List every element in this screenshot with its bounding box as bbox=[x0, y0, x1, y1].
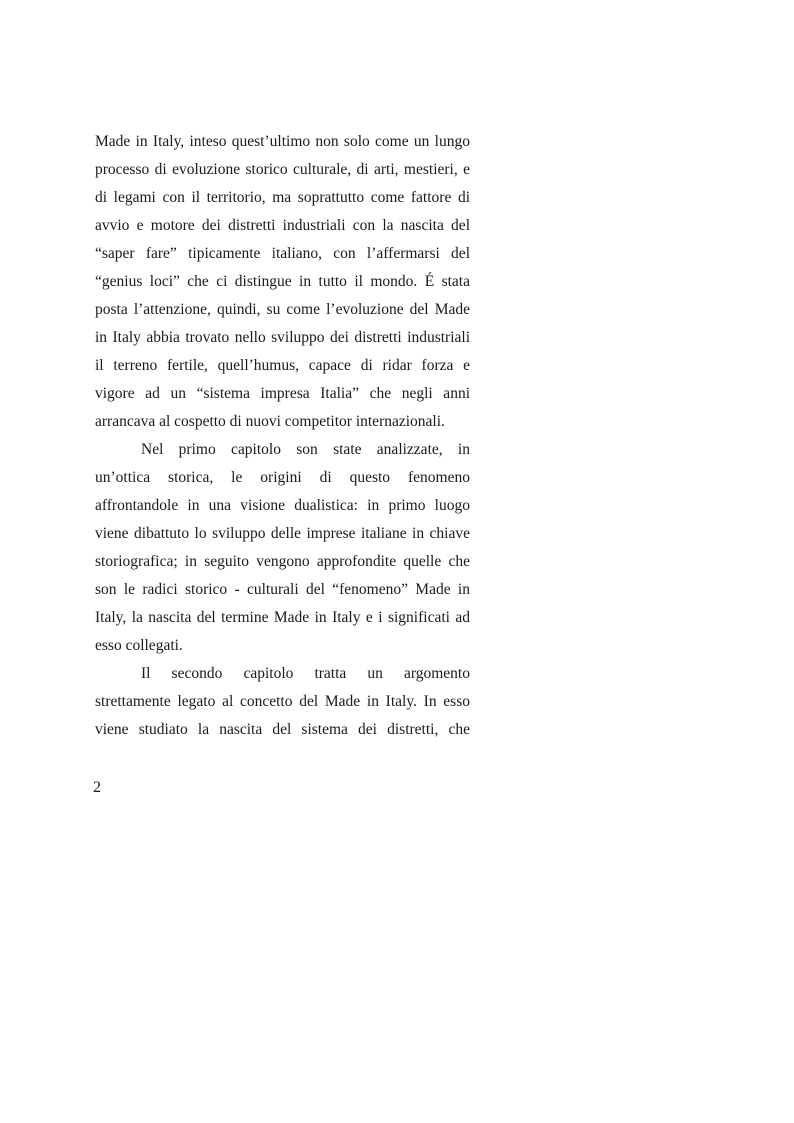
text-line: posta l’attenzione, quindi, su come l’evoluzione del Made bbox=[95, 301, 470, 318]
text-line: avvio e motore dei distretti industriali con la nascita del bbox=[95, 217, 470, 234]
text-line: affrontandole in una visione dualistica: in primo luogo bbox=[95, 497, 470, 514]
page-number: 2 bbox=[93, 779, 101, 796]
text-line: Italy, la nascita del termine Made in Italy e i significati ad bbox=[95, 609, 470, 626]
text-line: son le radici storico - culturali del “fenomeno” Made in bbox=[95, 581, 470, 598]
text-line: viene studiato la nascita del sistema dei distretti, che bbox=[95, 721, 470, 738]
text-line: “saper fare” tipicamente italiano, con l’affermarsi del bbox=[95, 245, 470, 262]
text-line: Made in Italy, inteso quest’ultimo non solo come un lungo bbox=[95, 133, 470, 150]
text-line: “genius loci” che ci distingue in tutto il mondo. É stata bbox=[95, 273, 470, 290]
text-line: arrancava al cospetto di nuovi competitor internazionali. bbox=[95, 413, 445, 430]
text-line: Il secondo capitolo tratta un argomento bbox=[141, 665, 470, 682]
text-line: in Italy abbia trovato nello sviluppo dei distretti industriali bbox=[95, 329, 470, 346]
text-line: processo di evoluzione storico culturale, di arti, mestieri, e bbox=[95, 161, 470, 178]
text-line: un’ottica storica, le origini di questo fenomeno bbox=[95, 469, 470, 486]
text-line: storiografica; in seguito vengono approfondite quelle che bbox=[95, 553, 470, 570]
text-line: il terreno fertile, quell’humus, capace di ridar forza e bbox=[95, 357, 470, 374]
text-line: strettamente legato al concetto del Made in Italy. In esso bbox=[95, 693, 470, 710]
text-line: viene dibattuto lo sviluppo delle imprese italiane in chiave bbox=[95, 525, 470, 542]
body-text bbox=[95, 128, 470, 744]
text-line: vigore ad un “sistema impresa Italia” che negli anni bbox=[95, 385, 470, 402]
text-line: esso collegati. bbox=[95, 637, 183, 654]
text-line: di legami con il territorio, ma soprattutto come fattore di bbox=[95, 189, 470, 206]
text-line: Nel primo capitolo son state analizzate, in bbox=[141, 441, 470, 458]
